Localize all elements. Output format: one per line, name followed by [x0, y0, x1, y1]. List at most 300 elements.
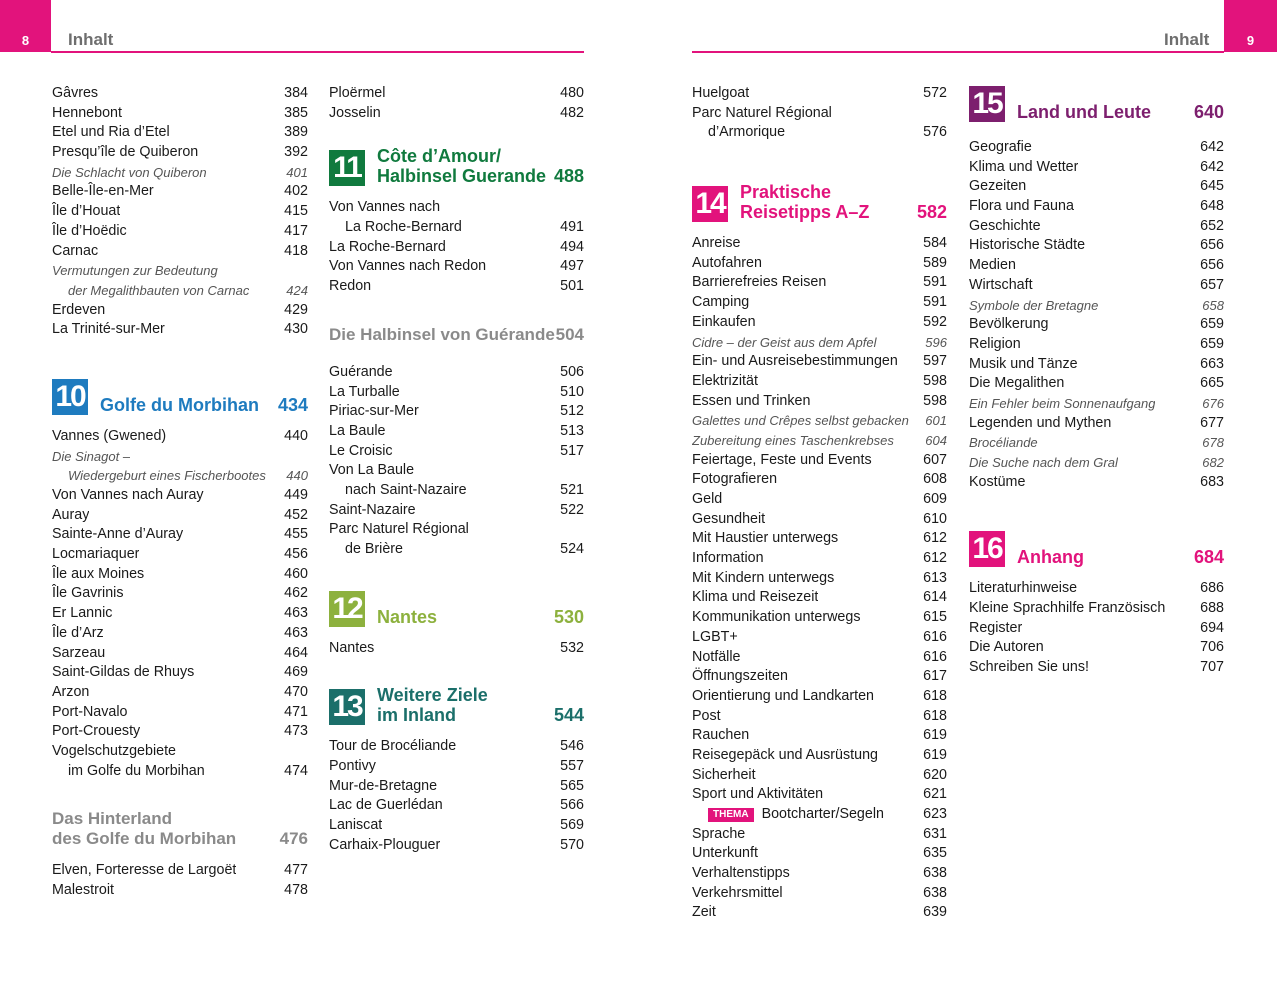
toc-entry-page: 478 — [284, 882, 308, 898]
toc-entry[interactable] — [52, 565, 308, 585]
toc-entry-title: LGBT+ — [692, 628, 738, 645]
toc-entry[interactable] — [692, 549, 947, 569]
toc-entry[interactable] — [692, 254, 947, 274]
toc-entry[interactable] — [692, 746, 947, 766]
toc-entry-title: Île aux Moines — [52, 565, 145, 582]
toc-entry-page: 659 — [1200, 335, 1224, 352]
toc-entry[interactable] — [969, 374, 1224, 394]
toc-entry-page: 452 — [284, 506, 308, 523]
toc-entry[interactable] — [329, 363, 584, 383]
section-title-line2: Halbinsel Guerande — [377, 166, 547, 187]
toc-entry-page: 683 — [1200, 473, 1224, 490]
toc-entry-title: Klima und Reisezeit — [692, 589, 819, 606]
subsection-guerande[interactable] — [329, 325, 584, 345]
toc-entry-title: Wirtschaft — [969, 276, 1033, 293]
toc-entry[interactable] — [52, 163, 308, 183]
toc-entry-title: Von Vannes nach Redon — [329, 258, 487, 275]
toc-entry[interactable] — [329, 481, 584, 501]
toc-entry[interactable] — [52, 182, 308, 202]
toc-entry-page: 417 — [284, 222, 308, 239]
toc-entry-page: 473 — [284, 723, 308, 740]
toc-entry-title: Literaturhinweise — [969, 580, 1078, 597]
toc-entry-page: 480 — [560, 85, 584, 101]
section-title-line2: Reisetipps A–Z — [740, 202, 870, 223]
toc-entry-page: 522 — [560, 501, 584, 518]
toc-entry[interactable] — [329, 277, 584, 297]
toc-entry[interactable] — [52, 762, 308, 782]
toc-entry[interactable] — [52, 742, 308, 762]
toc-entry[interactable] — [692, 667, 947, 687]
toc-entry[interactable] — [52, 447, 308, 467]
toc-entry-page: 592 — [923, 313, 947, 330]
toc-entry[interactable] — [969, 355, 1224, 375]
subsection-hinterland[interactable] — [52, 809, 308, 849]
toc-entry[interactable] — [52, 242, 308, 262]
toc-entry-page: 591 — [923, 294, 947, 311]
toc-entry-page: 707 — [1200, 659, 1224, 676]
toc-entry[interactable] — [329, 238, 584, 258]
toc-entry[interactable] — [692, 588, 947, 608]
toc-entry-title: Belle-Île-en-Mer — [52, 183, 154, 200]
toc-entry-title: Camping — [692, 294, 750, 311]
toc-entry-title: Pontivy — [329, 758, 376, 775]
toc-entry[interactable] — [692, 372, 947, 392]
section-title — [377, 146, 554, 186]
toc-entry-page: 657 — [1200, 276, 1224, 293]
header-rule-left — [51, 51, 584, 53]
toc-entry[interactable] — [52, 604, 308, 624]
toc-entry-page: 497 — [560, 258, 584, 275]
toc-entry-title: im Golfe du Morbihan — [68, 762, 205, 779]
toc-entry-title: Redon — [329, 278, 372, 295]
toc-entry-page: 456 — [284, 546, 308, 563]
toc-entry-title: Essen und Trinken — [692, 392, 811, 409]
toc-entry[interactable] — [969, 296, 1224, 316]
toc-list — [329, 363, 584, 560]
toc-entry[interactable] — [969, 138, 1224, 158]
toc-entry-title: Die Suche nach dem Gral — [969, 455, 1118, 470]
toc-entry-title: Von La Baule — [329, 462, 415, 479]
toc-entry-page: 491 — [560, 219, 584, 236]
toc-entry[interactable] — [692, 352, 947, 372]
toc-entry[interactable] — [52, 703, 308, 723]
toc-entry[interactable] — [52, 143, 308, 163]
toc-entry-title: La Turballe — [329, 383, 400, 400]
toc-entry[interactable] — [52, 123, 308, 143]
section-number-badge: 15 — [969, 86, 1005, 122]
toc-entry-page: 678 — [1202, 435, 1224, 451]
toc-list — [969, 579, 1224, 677]
toc-entry-title: Die Sinagot – — [52, 448, 131, 464]
toc-entry[interactable] — [52, 644, 308, 664]
toc-entry[interactable] — [52, 261, 308, 281]
toc-entry[interactable] — [692, 687, 947, 707]
toc-entry-page: 415 — [284, 203, 308, 220]
toc-entry[interactable] — [692, 707, 947, 727]
toc-entry-page — [941, 104, 947, 124]
toc-entry-page: 572 — [923, 85, 947, 101]
toc-entry-title: Carnac — [52, 242, 99, 259]
toc-entry-title: Zeit — [692, 904, 716, 921]
toc-entry-title: Guérande — [329, 363, 393, 380]
toc-entry-page: 621 — [923, 786, 947, 803]
toc-entry[interactable] — [692, 411, 947, 431]
toc-entry-title: Bevölkerung — [969, 316, 1049, 333]
toc-entry-page: 591 — [923, 274, 947, 291]
running-head-left: Inhalt — [68, 30, 114, 49]
toc-entry[interactable] — [692, 608, 947, 628]
toc-entry-title: Symbole der Bretagne — [969, 297, 1099, 313]
toc-entry[interactable] — [692, 825, 947, 845]
toc-entry-page: 642 — [1200, 158, 1224, 175]
toc-entry[interactable] — [329, 520, 584, 540]
toc-entry-page: 645 — [1200, 178, 1224, 195]
toc-entry[interactable] — [969, 335, 1224, 355]
toc-entry[interactable] — [329, 737, 584, 757]
toc-entry-page: 648 — [1200, 198, 1224, 215]
toc-entry[interactable] — [52, 663, 308, 683]
toc-entry-page: 424 — [286, 282, 308, 298]
toc-entry-title: d’Armorique — [708, 124, 786, 141]
toc-entry-title: Gesundheit — [692, 510, 766, 527]
toc-entry[interactable] — [692, 844, 947, 864]
section-11-heading[interactable] — [329, 147, 584, 186]
toc-entry-title: Unterkunft — [692, 845, 758, 862]
toc-entry-page: 613 — [923, 569, 947, 586]
toc-entry-page — [578, 520, 584, 540]
toc-entry-title: La Roche-Bernard — [345, 219, 462, 236]
subsection-title: Die Halbinsel von Guérande — [329, 324, 555, 344]
toc-entry[interactable] — [52, 84, 308, 104]
toc-entry[interactable] — [329, 84, 584, 104]
toc-entry-title: Elektrizität — [692, 372, 758, 389]
toc-entry[interactable] — [52, 320, 308, 340]
toc-entry-page: 682 — [1202, 455, 1224, 470]
toc-entry-title: Ein Fehler beim Sonnenaufgang — [969, 395, 1156, 411]
toc-entry[interactable] — [692, 529, 947, 549]
section-15-heading[interactable] — [969, 83, 1224, 122]
toc-entry[interactable] — [52, 861, 308, 881]
subsection-page: 504 — [555, 324, 584, 344]
toc-entry-title: Vannes (Gwened) — [52, 427, 167, 444]
toc-entry[interactable] — [692, 313, 947, 333]
toc-entry-title: Sicherheit — [692, 766, 756, 783]
section-number-badge: 11 — [329, 150, 365, 186]
toc-entry[interactable] — [969, 158, 1224, 178]
toc-entry[interactable] — [692, 123, 947, 143]
toc-entry[interactable] — [52, 722, 308, 742]
toc-entry[interactable] — [969, 658, 1224, 678]
toc-entry-page: 418 — [284, 242, 308, 259]
toc-list — [692, 84, 947, 143]
toc-entry-page: 663 — [1200, 355, 1224, 372]
toc-entry-page: 455 — [284, 526, 308, 543]
toc-entry[interactable] — [969, 453, 1224, 473]
toc-entry-title: Ploërmel — [329, 85, 386, 101]
toc-entry-page: 569 — [560, 817, 584, 834]
toc-entry-page: 618 — [923, 687, 947, 704]
toc-entry[interactable] — [329, 757, 584, 777]
toc-entry[interactable] — [329, 639, 584, 659]
toc-entry-page: 477 — [284, 862, 308, 879]
toc-entry-title: Sarzeau — [52, 644, 106, 661]
toc-entry-title: Parc Naturel Régional — [329, 521, 469, 538]
toc-entry-page: 623 — [923, 806, 947, 822]
toc-entry[interactable] — [52, 104, 308, 124]
section-title-line1: Côte d’Amour/ — [377, 146, 501, 167]
toc-column-1 — [52, 84, 308, 901]
toc-entry[interactable] — [692, 293, 947, 313]
toc-entry-page: 469 — [284, 664, 308, 681]
toc-entry-page: 612 — [923, 550, 947, 567]
section-14-heading[interactable] — [692, 183, 947, 222]
toc-entry-title: Anreise — [692, 235, 741, 252]
toc-entry-title: Register — [969, 619, 1023, 636]
toc-entry[interactable] — [52, 525, 308, 545]
toc-entry[interactable] — [52, 202, 308, 222]
toc-entry[interactable] — [692, 470, 947, 490]
toc-entry[interactable] — [52, 427, 308, 447]
toc-entry-page: 524 — [560, 541, 584, 557]
toc-entry-title: Post — [692, 707, 721, 724]
toc-entry-title: Gezeiten — [969, 178, 1027, 195]
toc-entry[interactable] — [692, 431, 947, 451]
toc-entry[interactable] — [329, 442, 584, 462]
toc-entry-title: Einkaufen — [692, 313, 756, 330]
section-title-line2: im Inland — [377, 705, 457, 726]
toc-entry-page: 440 — [284, 427, 308, 444]
toc-entry[interactable] — [692, 628, 947, 648]
toc-entry-page: 460 — [284, 565, 308, 582]
toc-entry[interactable] — [52, 584, 308, 604]
toc-entry[interactable] — [969, 276, 1224, 296]
toc-entry[interactable] — [52, 301, 308, 321]
toc-entry-title: de Brière — [345, 541, 404, 557]
toc-entry[interactable] — [969, 473, 1224, 493]
toc-entry[interactable] — [692, 785, 947, 805]
toc-entry-title: Port-Navalo — [52, 703, 128, 720]
toc-entry-title: Mur-de-Bretagne — [329, 777, 438, 794]
toc-entry[interactable] — [329, 796, 584, 816]
toc-entry-page: 385 — [284, 104, 308, 121]
toc-entry-title: Geografie — [969, 139, 1032, 155]
toc-entry-page: 463 — [284, 605, 308, 622]
toc-entry[interactable] — [329, 104, 584, 124]
toc-entry[interactable] — [329, 383, 584, 403]
thema-badge: THEMA — [708, 808, 754, 822]
toc-entry[interactable] — [969, 638, 1224, 658]
toc-entry[interactable] — [692, 84, 947, 104]
section-12-heading[interactable] — [329, 588, 584, 627]
toc-entry-page: 656 — [1200, 237, 1224, 254]
toc-entry[interactable] — [329, 501, 584, 521]
toc-entry-page: 658 — [1202, 297, 1224, 313]
toc-entry-page: 652 — [1200, 217, 1224, 234]
toc-entry-title: Tour de Brocéliande — [329, 738, 457, 755]
toc-entry-title: Cidre – der Geist aus dem Apfel — [692, 334, 877, 350]
toc-entry-page — [578, 461, 584, 481]
toc-entry[interactable] — [969, 579, 1224, 599]
toc-entry-page: 430 — [284, 321, 308, 338]
toc-entry[interactable] — [692, 333, 947, 353]
section-10-heading[interactable] — [52, 376, 308, 415]
section-title: Golfe du Morbihan — [100, 394, 259, 415]
toc-entry[interactable] — [692, 490, 947, 510]
toc-entry[interactable] — [329, 777, 584, 797]
toc-entry-page: 618 — [923, 707, 947, 724]
toc-entry[interactable] — [329, 218, 584, 238]
toc-list — [329, 84, 584, 123]
toc-entry-page: 566 — [560, 797, 584, 814]
toc-entry[interactable] — [329, 461, 584, 481]
toc-entry-page: 517 — [560, 442, 584, 459]
toc-entry-title: Geld — [692, 491, 723, 507]
toc-entry[interactable] — [692, 569, 947, 589]
toc-entry[interactable] — [52, 486, 308, 506]
toc-entry-title: Barrierefreies Reisen — [692, 274, 827, 291]
toc-entry[interactable] — [969, 414, 1224, 434]
toc-entry-page: 620 — [923, 766, 947, 783]
toc-entry-title: Religion — [969, 335, 1021, 352]
toc-entry[interactable] — [692, 104, 947, 124]
toc-entry[interactable] — [52, 222, 308, 242]
toc-list — [692, 234, 947, 805]
toc-entry-page: 617 — [923, 668, 947, 685]
toc-entry-title: Von Vannes nach Auray — [52, 487, 204, 503]
toc-entry[interactable] — [52, 881, 308, 901]
toc-entry[interactable] — [52, 466, 308, 486]
toc-entry-page: 506 — [560, 363, 584, 380]
section-number-badge: 10 — [52, 379, 88, 415]
toc-entry-page: 440 — [286, 468, 308, 484]
running-head-right: Inhalt — [1164, 30, 1210, 49]
toc-entry[interactable] — [969, 433, 1224, 453]
section-page: 582 — [916, 202, 947, 223]
toc-entry-title: Presqu’île de Quiberon — [52, 144, 199, 161]
section-13-heading[interactable] — [329, 686, 584, 725]
toc-entry-title: Mit Haustier unterwegs — [692, 530, 839, 547]
toc-entry[interactable] — [329, 257, 584, 277]
section-16-heading[interactable] — [969, 528, 1224, 567]
toc-entry-page: 462 — [284, 585, 308, 602]
toc-entry[interactable] — [52, 545, 308, 565]
toc-entry-page: 521 — [560, 481, 584, 498]
toc-entry-page — [302, 447, 308, 467]
toc-entry-title: Historische Städte — [969, 237, 1086, 254]
toc-entry[interactable] — [969, 599, 1224, 619]
toc-entry[interactable] — [692, 392, 947, 412]
toc-entry-title: Wiedergeburt eines Fischerbootes — [68, 468, 266, 484]
toc-entry-thema[interactable] — [692, 805, 947, 825]
toc-entry-title: nach Saint-Nazaire — [345, 481, 467, 498]
toc-entry[interactable] — [692, 884, 947, 904]
subsection-page: 476 — [279, 829, 308, 849]
toc-entry-title: Sainte-Anne d’Auray — [52, 526, 184, 543]
toc-entry-title: Etel und Ria d’Etel — [52, 124, 170, 141]
toc-entry-page: 619 — [923, 746, 947, 763]
toc-entry[interactable] — [692, 510, 947, 530]
toc-entry[interactable] — [52, 683, 308, 703]
toc-entry-page: 402 — [284, 183, 308, 200]
toc-entry[interactable] — [329, 816, 584, 836]
toc-entry-title: Port-Crouesty — [52, 723, 141, 740]
toc-entry-page: 607 — [923, 451, 947, 468]
thema-title: Bootcharter/Segeln — [761, 806, 884, 822]
toc-entry-page: 598 — [923, 372, 947, 389]
toc-entry[interactable] — [329, 836, 584, 856]
toc-list — [329, 737, 584, 855]
toc-entry-title: Mit Kindern unterwegs — [692, 569, 835, 586]
toc-entry[interactable] — [692, 766, 947, 786]
toc-entry-title: Hennebont — [52, 104, 122, 121]
toc-entry-title: Auray — [52, 506, 90, 523]
toc-entry[interactable] — [52, 624, 308, 644]
toc-entry[interactable] — [969, 256, 1224, 276]
toc-entry[interactable] — [969, 619, 1224, 639]
section-number-badge: 13 — [329, 689, 365, 725]
toc-list — [52, 861, 308, 900]
toc-entry[interactable] — [969, 197, 1224, 217]
toc-list — [329, 639, 584, 659]
toc-entry-title: Île d’Arz — [52, 624, 104, 641]
toc-entry-title: Legenden und Mythen — [969, 414, 1112, 431]
toc-entry[interactable] — [692, 273, 947, 293]
toc-entry[interactable] — [329, 422, 584, 442]
toc-entry[interactable] — [692, 648, 947, 668]
subsection-title — [52, 809, 236, 849]
toc-entry-title: Information — [692, 550, 764, 567]
toc-entry-title: Verhaltenstipps — [692, 865, 790, 882]
toc-entry-page: 510 — [560, 383, 584, 400]
toc-entry-title: Die Schlacht von Quiberon — [52, 164, 207, 180]
toc-entry[interactable] — [969, 394, 1224, 414]
toc-entry-title: Malestroit — [52, 882, 114, 898]
toc-entry[interactable] — [52, 506, 308, 526]
toc-entry-page: 570 — [560, 836, 584, 853]
toc-entry[interactable] — [329, 198, 584, 218]
toc-entry-title: Brocéliande — [969, 435, 1038, 451]
toc-entry-page: 601 — [925, 413, 947, 429]
toc-entry-title: Er Lannic — [52, 605, 113, 622]
toc-entry[interactable] — [329, 402, 584, 422]
toc-entry[interactable] — [52, 281, 308, 301]
toc-entry[interactable] — [969, 217, 1224, 237]
toc-entry-page: 656 — [1200, 257, 1224, 274]
section-page: 544 — [553, 705, 584, 726]
toc-entry[interactable] — [329, 540, 584, 560]
toc-entry[interactable] — [969, 177, 1224, 197]
toc-entry[interactable] — [692, 903, 947, 923]
toc-entry[interactable] — [969, 236, 1224, 256]
toc-entry[interactable] — [969, 315, 1224, 335]
toc-entry-page — [578, 198, 584, 218]
toc-entry-page — [302, 742, 308, 762]
toc-entry[interactable] — [692, 234, 947, 254]
toc-entry-title: Le Croisic — [329, 442, 393, 459]
toc-entry-title: Vermutungen zur Bedeutung — [52, 263, 218, 279]
toc-entry-title: Rauchen — [692, 727, 750, 744]
section-page: 488 — [553, 166, 584, 187]
subsection-title-line2: des Golfe du Morbihan — [52, 829, 237, 849]
toc-entry[interactable] — [692, 864, 947, 884]
toc-entry-title: Gâvres — [52, 85, 99, 101]
toc-entry[interactable] — [692, 451, 947, 471]
toc-entry-title: Kostüme — [969, 473, 1026, 490]
toc-column-3 — [692, 84, 947, 923]
toc-entry-page: 482 — [560, 104, 584, 121]
toc-entry[interactable] — [692, 726, 947, 746]
toc-entry-title: Elven, Forteresse de Largoët — [52, 862, 237, 879]
